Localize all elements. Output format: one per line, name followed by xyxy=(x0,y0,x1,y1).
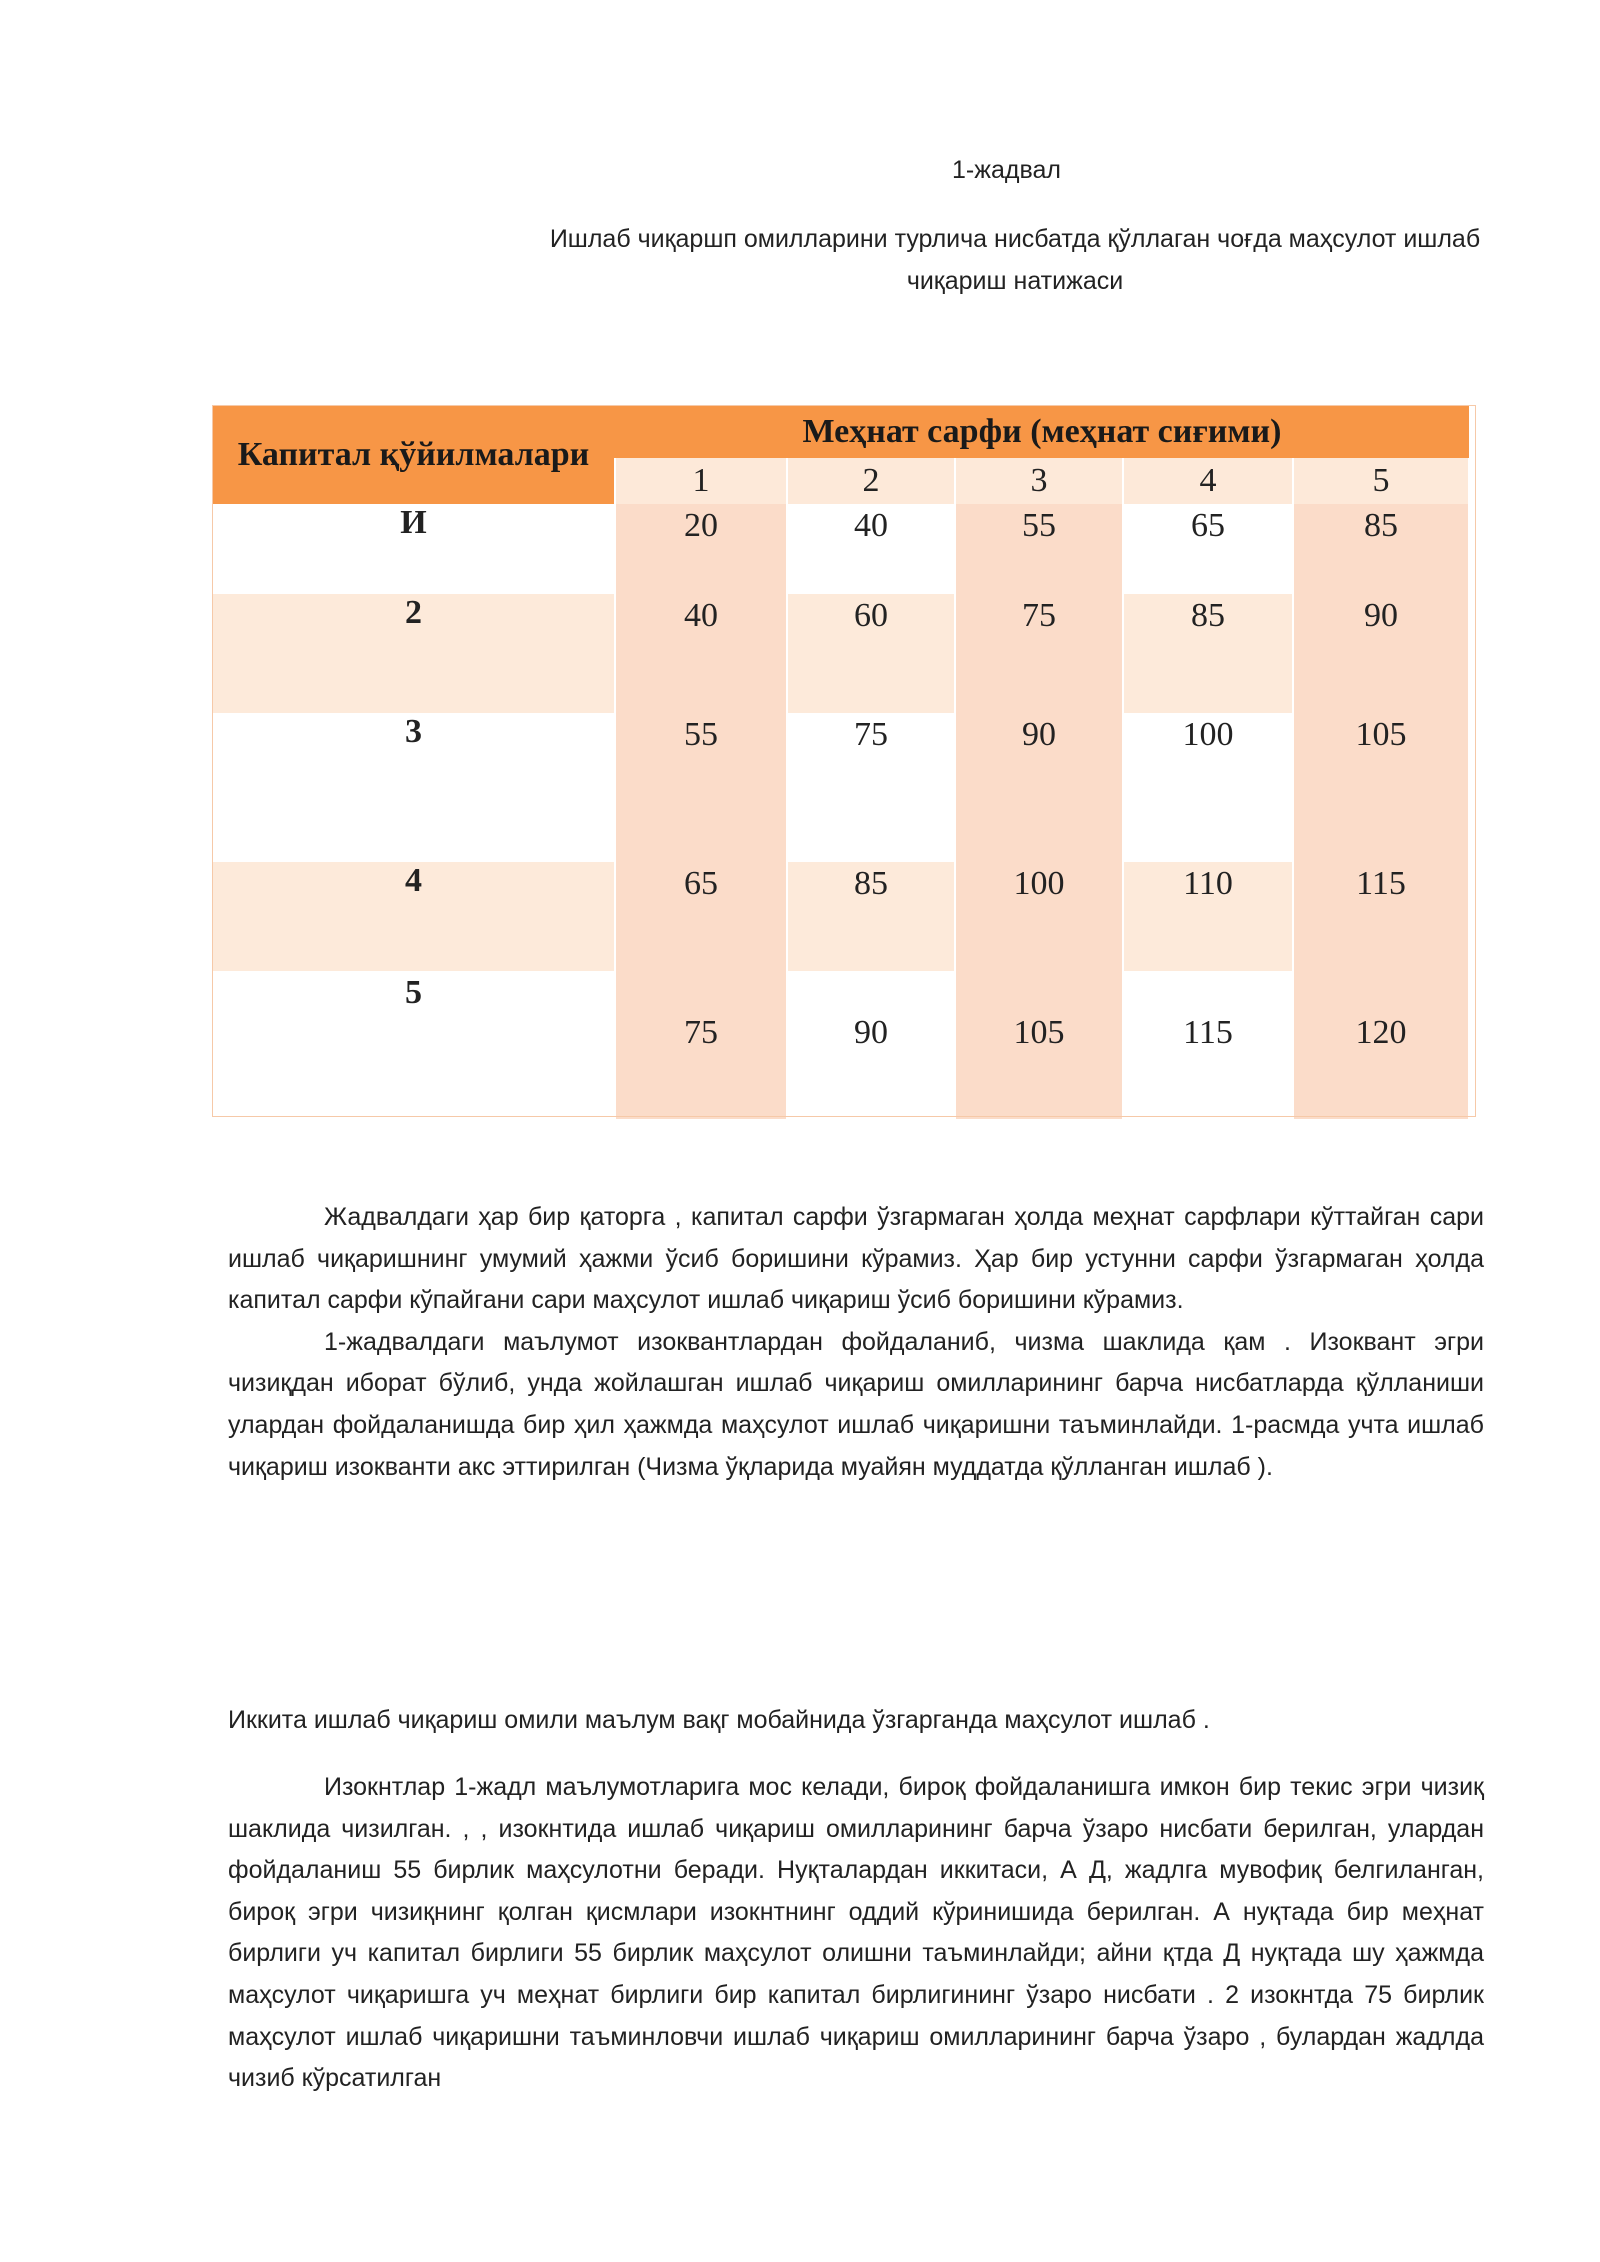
column-header: 5 xyxy=(1293,458,1469,504)
table-header-row xyxy=(213,406,1469,458)
paragraph: Иккита ишлаб чиқариш омили маълум вақг мобайнида ўзгарганда маҳсулот ишлаб . xyxy=(228,1706,1210,1734)
table-cell: 105 xyxy=(955,971,1123,1119)
table-cell: 110 xyxy=(1123,862,1293,971)
table-cell: 75 xyxy=(955,594,1123,713)
table-cell: 115 xyxy=(1293,862,1469,971)
column-header: 3 xyxy=(955,458,1123,504)
table-cell: 75 xyxy=(615,971,787,1119)
table-cell: 85 xyxy=(787,862,955,971)
paragraph: Жадвалдаги ҳар бир қаторга , капитал сарфи ўзгармаган ҳолда меҳнат сарфлари кўттайган сари ишлаб чиқаришнинг умумий ҳажми ўсиб боришини кўрамиз. Ҳар бир устунни сарфи ўзгармаган ҳолда капитал сарфи кўпайгани сари маҳсулот ишлаб чиқариш ўсиб боришини кўрамиз. xyxy=(228,1203,1484,1315)
column-group-header-labor: Меҳнат сарфи (меҳнат сиғими) xyxy=(615,406,1469,458)
table-cell: 100 xyxy=(1123,713,1293,862)
table-cell: 90 xyxy=(787,971,955,1119)
table-number: 1-жадвал xyxy=(952,156,1061,184)
table-cell: 105 xyxy=(1293,713,1469,862)
table-cell: 90 xyxy=(955,713,1123,862)
row-label: 4 xyxy=(213,862,615,971)
table-cell: 85 xyxy=(1123,594,1293,713)
table-cell: 20 xyxy=(615,504,787,594)
row-label: 2 xyxy=(213,594,615,713)
paragraph: 1-жадвалдаги маълумот изоквантлардан фойдаланиб, чизма шаклида қам . Изоквант эгри чизиқдан иборат бўлиб, унда жойлашган ишлаб чиқариш омилларининг барча нисбатларда қўлланиши улардан фойдаланишда бир ҳил ҳажмда маҳсулот ишлаб чиқаришни таъминлайди. 1-расмда учта ишлаб чиқариш изокванти акс эттирилган (Чизма ўқларида муайян муддатда қўлланган ишлаб ). xyxy=(228,1327,1484,1481)
column-header: 2 xyxy=(787,458,955,504)
table-cell: 65 xyxy=(615,862,787,971)
table-cell: 55 xyxy=(615,713,787,862)
row-label: И xyxy=(213,504,615,594)
table-cell: 120 xyxy=(1293,971,1469,1119)
paragraph: Изокнтлар 1-жадл маълумотларига мос келади, бироқ фойдаланишга имкон бир текис эгри чизиқ шаклида чизилган. , , изокнтида ишлаб чиқариш омилларининг барча ўзаро нисбати берилган, улардан фойдаланиш 55 бирлик маҳсулотни беради. Нуқталардан иккитаси, А Д, жадлга мувофиқ белгиланган, бироқ эгри чизиқнинг қолган қисмлари изокнтнинг оддий кўринишида берилган. А нуқтада бир меҳнат бирлиги уч капитал бирлиги 55 бирлик маҳсулот олишни таъминлайди; айни қтда Д нуқтада шу ҳажмда маҳсулот чиқаришга уч меҳнат бирлиги бир капитал бирлигининг ўзаро нисбати . 2 изокнтда 75 бирлик маҳсулот ишлаб чиқаришни таъминловчи ишлаб чиқариш омилларининг барча ўзаро , булардан жадлда чизиб кўрсатилган xyxy=(228,1773,1484,2093)
table-row xyxy=(213,713,1469,862)
paragraph-block xyxy=(228,1197,1484,1488)
column-header: 1 xyxy=(615,458,787,504)
row-label: 5 xyxy=(213,971,615,1119)
table-title: Ишлаб чиқаршп омилларини турлича нисбатда қўллаган чоғда маҳсулот ишлаб чиқариш натижаси xyxy=(549,225,1481,295)
table-cell: 40 xyxy=(615,594,787,713)
table-cell: 60 xyxy=(787,594,955,713)
table-cell: 75 xyxy=(787,713,955,862)
table-cell: 100 xyxy=(955,862,1123,971)
table-cell: 115 xyxy=(1123,971,1293,1119)
table-row xyxy=(213,862,1469,971)
column-header: 4 xyxy=(1123,458,1293,504)
paragraph-block xyxy=(228,1767,1484,2100)
table-row xyxy=(213,971,1469,1119)
table-row xyxy=(213,594,1469,713)
row-label: 3 xyxy=(213,713,615,862)
production-table xyxy=(213,406,1470,1119)
table-cell: 65 xyxy=(1123,504,1293,594)
table-cell: 55 xyxy=(955,504,1123,594)
table-cell: 90 xyxy=(1293,594,1469,713)
table-cell: 40 xyxy=(787,504,955,594)
table-row xyxy=(213,504,1469,594)
table-cell: 85 xyxy=(1293,504,1469,594)
row-header-capital: Капитал қўйилмалари xyxy=(213,406,615,504)
